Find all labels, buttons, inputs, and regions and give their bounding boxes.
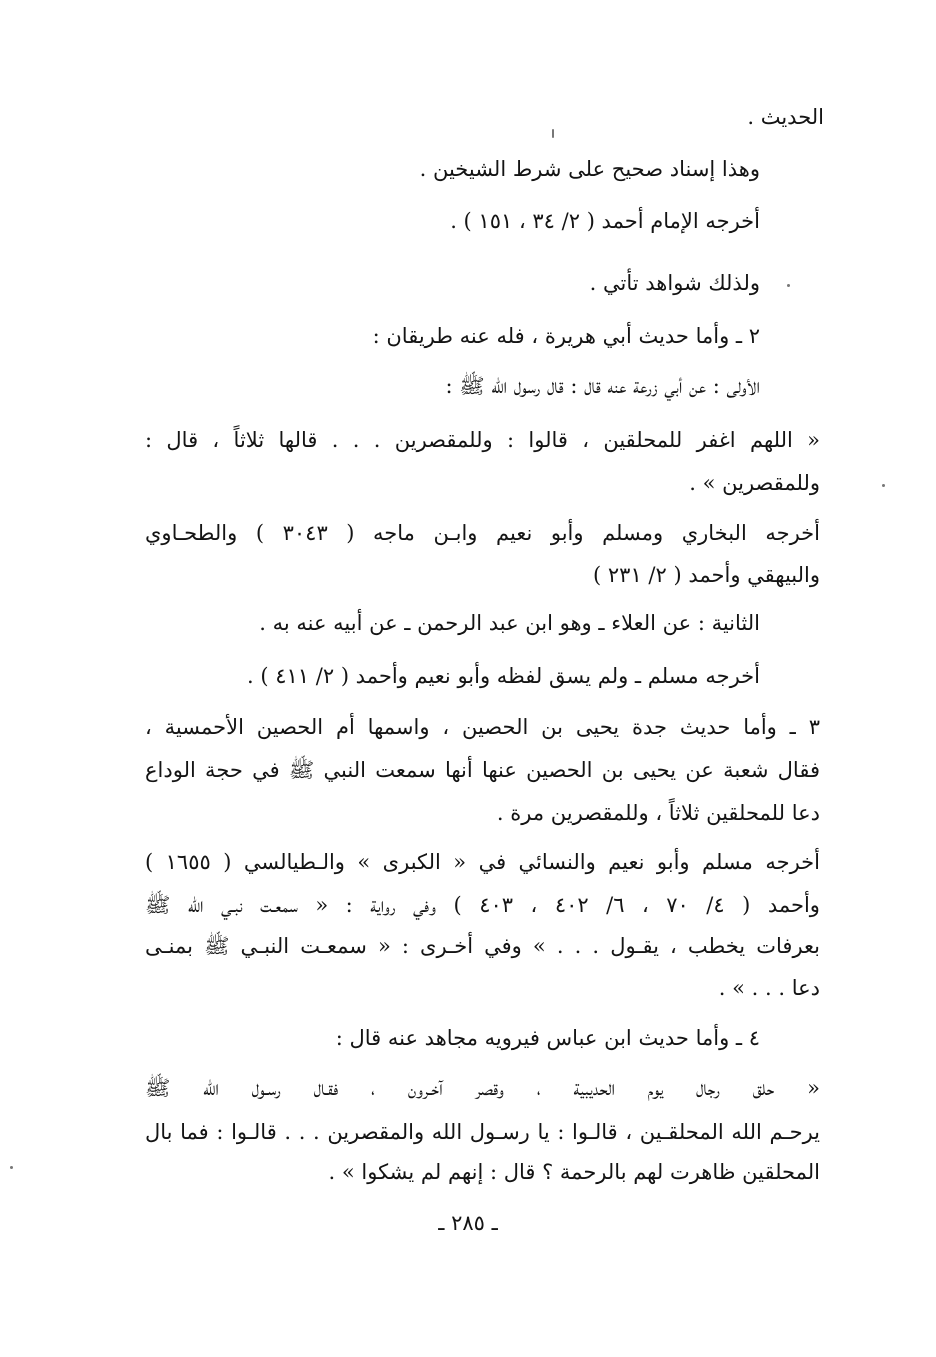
page-number: ـ ٢٨٥ ـ xyxy=(438,1211,498,1235)
text-line-8: وللمقصرين » . xyxy=(689,471,820,495)
text-line-9: أخرجه البخاري ومسلم وأبو نعيم وابـن ماجه ( ٣٠٤٣ ) والطحـاوي xyxy=(145,521,820,545)
text-line-4: ولذلك شواهد تأتي . xyxy=(589,271,760,295)
text-line-11: الثانية : عن العلاء ـ وهو ابن عبد الرحمن ـ عن أبيه عنه به . xyxy=(259,611,760,635)
text-line-5: ٢ ـ وأما حديث أبي هريرة ، فله عنه طريقان : xyxy=(372,324,760,348)
scan-speck xyxy=(10,1166,13,1169)
text-line-2: وهذا إسناد صحيح على شرط الشيخين . xyxy=(419,157,760,181)
text-line-20: ٤ ـ وأما حديث ابن عباس فيرويه مجاهد عنه قال : xyxy=(335,1026,760,1050)
text-line-23: المحلقين ظاهرت لهم بالرحمة ؟ قال : إنهم لم يشكوا » . xyxy=(328,1160,820,1184)
text-line-7: « اللهم اغفر للمحلقين ، قالوا : وللمقصرين . . . قالها ثلاثاً ، قال : xyxy=(145,428,820,452)
text-line-19: دعا . . . » . xyxy=(718,976,820,1000)
text-line-3: أخرجه الإمام أحمد ( ٢/ ٣٤ ، ١٥١ ) . xyxy=(450,209,760,233)
text-line-14: فقال شعبة عن يحيى بن الحصين عنها أنها سمعت النبي ﷺ في حجة الوداع xyxy=(145,758,820,782)
text-line-18: بعرفات يخطب ، يقـول . . . » وفي أخـرى : « سمعـت النبـي ﷺ بمنـى xyxy=(145,934,820,958)
scan-speck xyxy=(882,484,885,487)
text-line-13: ٣ ـ وأما حديث جدة يحيى بن الحصين ، واسمها أم الحصين الأحمسية ، xyxy=(145,715,820,739)
scan-speck xyxy=(552,129,554,138)
text-line-22: يرحـم الله المحلقـين ، قالـوا : يا رسـول الله والمقصرين . . . قالـوا : فما بال xyxy=(145,1120,820,1144)
text-line-6: الأولى : عن أبي زرعة عنه قال : قال رسول الله ﷺ : xyxy=(445,374,760,398)
text-line-15: دعا للمحلقين ثلاثاً ، وللمقصرين مرة . xyxy=(496,801,820,825)
scan-speck xyxy=(787,284,790,287)
text-line-16: أخرجه مسلم وأبو نعيم والنسائي في « الكبرى » والـطيالسي ( ١٦٥٥ ) xyxy=(145,850,820,874)
text-line-12: أخرجه مسلم ـ ولم يسق لفظه وأبو نعيم وأحمد ( ٢/ ٤١١ ) . xyxy=(247,664,760,688)
text-line-21: « حلق رجال يوم الحديبية ، وقصر آخـرون ، فقـال رسـول الله ﷺ xyxy=(145,1076,820,1100)
text-line-1: الحديث . xyxy=(747,105,824,129)
text-line-17: وأحمد ( ٤/ ٧٠ ، ٦/ ٤٠٢ ، ٤٠٣ ) وفي رواية : « سمعـت نبـي الله ﷺ xyxy=(145,893,820,917)
text-line-10: والبيهقي وأحمد ( ٢/ ٢٣١ ) xyxy=(593,563,820,587)
